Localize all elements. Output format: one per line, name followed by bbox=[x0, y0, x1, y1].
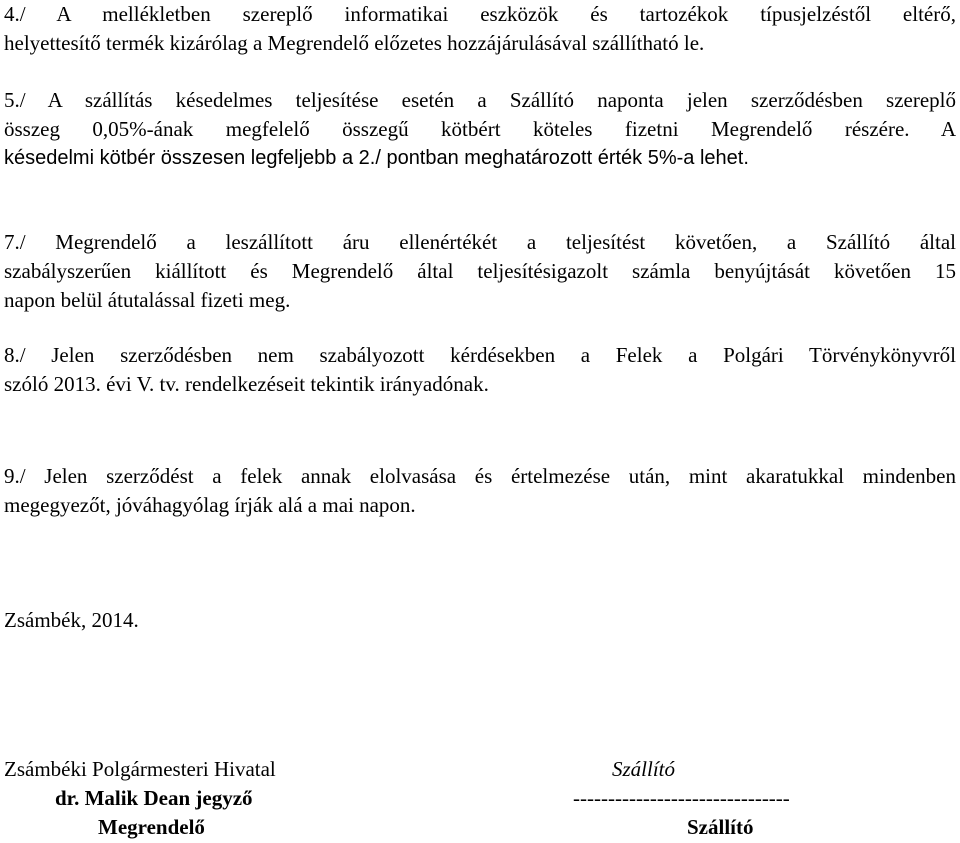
paragraph-line: szóló 2013. évi V. tv. rendelkezéseit tekintik irányadónak. bbox=[4, 372, 489, 396]
paragraph-line: napon belül átutalással fizeti meg. bbox=[4, 288, 291, 312]
paragraph-line: 8./ Jelen szerződésben nem szabályozott kérdésekben a Felek a Polgári Törvénykönyvről bbox=[4, 343, 956, 367]
paragraph-line: megegyezőt, jóváhagyólag írják alá a mai napon. bbox=[4, 493, 416, 517]
paragraph-9 bbox=[4, 462, 956, 520]
paragraph-line: késedelmi kötbér összesen legfeljebb a 2./ pontban meghatározott érték 5%-a lehet. bbox=[4, 147, 749, 169]
place-and-date: Zsámbék, 2014. bbox=[4, 608, 139, 632]
paragraph-8 bbox=[4, 341, 956, 399]
paragraph-line: 9./ Jelen szerződést a felek annak elolvasása és értelmezése után, mint akaratukkal mindenben bbox=[4, 464, 956, 488]
paragraph-4 bbox=[4, 0, 956, 58]
paragraph-line: 4./ A mellékletben szereplő informatikai eszközök és tartozékok típusjelzéstől eltérő, bbox=[4, 2, 956, 26]
paragraph-line: helyettesítő termék kizárólag a Megrendelő előzetes hozzájárulásával szállítható le. bbox=[4, 31, 705, 55]
paragraph-line: 5./ A szállítás késedelmes teljesítése esetén a Szállító naponta jelen szerződésben szereplő bbox=[4, 88, 956, 112]
left-signature-organization: Zsámbéki Polgármesteri Hivatal bbox=[4, 757, 276, 781]
paragraph-7 bbox=[4, 228, 956, 315]
paragraph-line: összeg 0,05%-ának megfelelő összegű kötbért köteles fizetni Megrendelő részére. A bbox=[4, 117, 956, 141]
left-signatory-name: dr. Malik Dean jegyző bbox=[55, 786, 253, 810]
paragraph-5 bbox=[4, 86, 956, 173]
paragraph-line: 7./ Megrendelő a leszállított áru ellenértékét a teljesítést követően, a Szállító által bbox=[4, 230, 956, 254]
right-signature-line: ------------------------------- bbox=[573, 786, 790, 810]
left-signature-role: Megrendelő bbox=[98, 815, 205, 839]
right-signature-role: Szállító bbox=[687, 815, 754, 839]
paragraph-line: szabályszerűen kiállított és Megrendelő által teljesítésigazolt számla benyújtását követően 15 bbox=[4, 259, 956, 283]
right-signature-organization: Szállító bbox=[612, 757, 676, 781]
